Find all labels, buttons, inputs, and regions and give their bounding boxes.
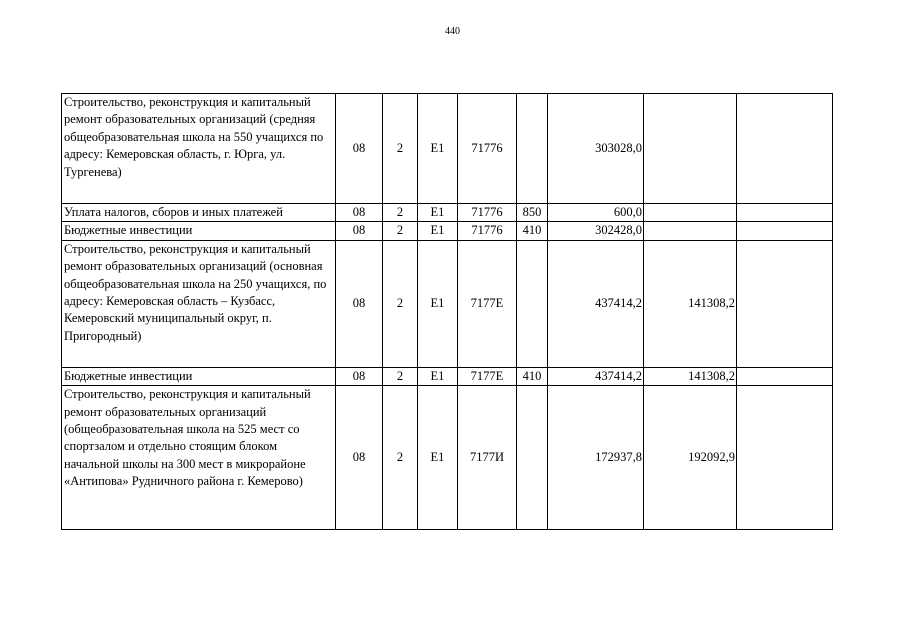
- row-section: 08: [336, 222, 383, 240]
- row-code: 71776: [458, 94, 517, 204]
- row-code: 71776: [458, 222, 517, 240]
- row-subsection: 2: [383, 204, 418, 222]
- row-type: [517, 240, 548, 367]
- row-code: 7177E: [458, 367, 517, 385]
- row-code: 7177И: [458, 386, 517, 530]
- row-section: 08: [336, 386, 383, 530]
- row-project: E1: [418, 240, 458, 367]
- table-row: [62, 94, 833, 204]
- table-row: [62, 204, 833, 222]
- row-sum3: [737, 240, 833, 367]
- row-project: E1: [418, 204, 458, 222]
- row-type: 850: [517, 204, 548, 222]
- row-section: 08: [336, 94, 383, 204]
- row-sum3: [737, 367, 833, 385]
- row-sum1: 437414,2: [548, 367, 644, 385]
- row-sum3: [737, 386, 833, 530]
- row-sum1: 302428,0: [548, 222, 644, 240]
- row-sum3: [737, 94, 833, 204]
- row-sum2: [644, 204, 737, 222]
- row-section: 08: [336, 240, 383, 367]
- row-project: E1: [418, 386, 458, 530]
- row-name: Строительство, реконструкция и капитальный ремонт образовательных организаций (средняя общеобразовательная школа на 550 учащихся по адресу: Кемеровская область, г. Юрга, ул. Тургенева): [62, 94, 336, 204]
- page-number: 440: [445, 26, 460, 37]
- table-row: [62, 240, 833, 367]
- row-name: Бюджетные инвестиции: [62, 222, 336, 240]
- row-code: 71776: [458, 204, 517, 222]
- row-project: E1: [418, 222, 458, 240]
- row-code: 7177E: [458, 240, 517, 367]
- row-sum2: [644, 94, 737, 204]
- row-name: Строительство, реконструкция и капитальный ремонт образовательных организаций (основная общеобразовательная школа на 250 учащихся, по адресу: Кемеровская область – Кузбасс, Кемеровский муниципальный округ, п. Пригородный): [62, 240, 336, 367]
- row-project: E1: [418, 94, 458, 204]
- row-sum3: [737, 222, 833, 240]
- row-sum1: 600,0: [548, 204, 644, 222]
- row-type: [517, 386, 548, 530]
- table-row: [62, 367, 833, 385]
- table-row: [62, 386, 833, 530]
- row-name: Бюджетные инвестиции: [62, 367, 336, 385]
- row-name: Строительство, реконструкция и капитальный ремонт образовательных организаций (общеобразовательная школа на 525 мест со спортзалом и отдельно стоящим блоком начальной школы на 300 мест в микрорайоне «Антипова» Рудничного района г. Кемерово): [62, 386, 336, 530]
- row-sum1: 303028,0: [548, 94, 644, 204]
- row-type: 410: [517, 367, 548, 385]
- row-type: [517, 94, 548, 204]
- row-subsection: 2: [383, 386, 418, 530]
- row-subsection: 2: [383, 94, 418, 204]
- row-subsection: 2: [383, 222, 418, 240]
- budget-table: [61, 93, 833, 530]
- row-sum1: 172937,8: [548, 386, 644, 530]
- row-section: 08: [336, 204, 383, 222]
- row-type: 410: [517, 222, 548, 240]
- row-name: Уплата налогов, сборов и иных платежей: [62, 204, 336, 222]
- row-sum3: [737, 204, 833, 222]
- row-subsection: 2: [383, 240, 418, 367]
- row-project: E1: [418, 367, 458, 385]
- table-row: [62, 222, 833, 240]
- row-sum2: [644, 222, 737, 240]
- row-section: 08: [336, 367, 383, 385]
- row-sum1: 437414,2: [548, 240, 644, 367]
- row-subsection: 2: [383, 367, 418, 385]
- row-sum2: 141308,2: [644, 240, 737, 367]
- row-sum2: 141308,2: [644, 367, 737, 385]
- row-sum2: 192092,9: [644, 386, 737, 530]
